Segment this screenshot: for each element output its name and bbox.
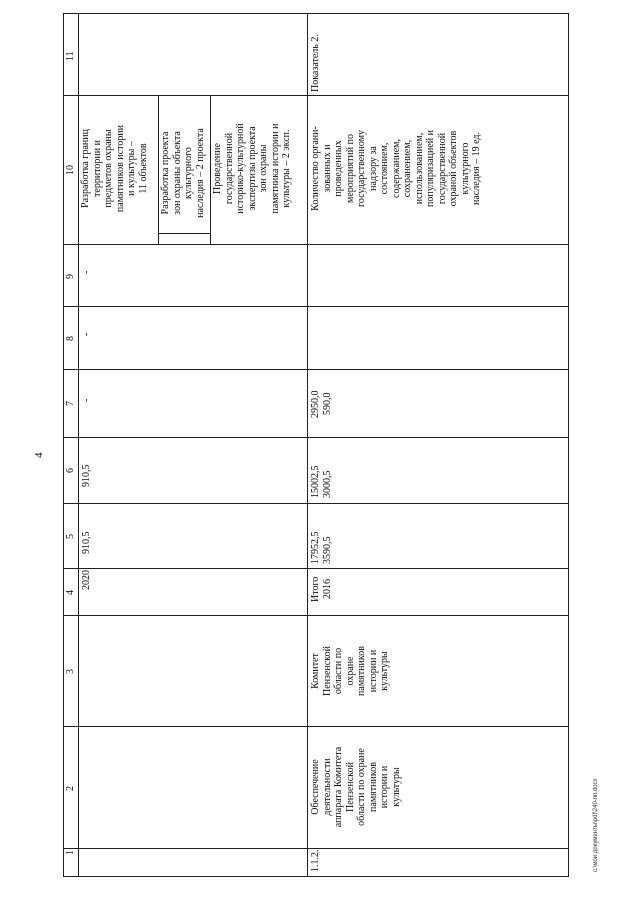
col-number-10: 10 <box>65 165 76 175</box>
top-row-year: 2020 <box>81 570 92 590</box>
col-number-2: 2 <box>65 786 76 791</box>
page-number: 4 <box>33 452 45 458</box>
col-number-9: 9 <box>65 274 76 279</box>
col-divider-3-4 <box>63 615 569 616</box>
row-event-name: Обеспечение деятельности аппарата Комитета Пензенской области по охране памятников истории и культуры <box>310 746 402 828</box>
row-col5-2016: 3590,5 <box>322 536 333 564</box>
col-divider-8-9 <box>63 306 569 307</box>
col-number-11: 11 <box>65 51 76 61</box>
top-row-result-3: Проведение государственной историко-культурной экспертизы проекта зон охраны памятника истории и культуры – 2 эксп. <box>212 123 292 214</box>
row-executor: Комитет Пензенской области по охране памятников истории и культуры <box>310 646 390 696</box>
col-number-8: 8 <box>65 336 76 341</box>
table-border-left <box>63 13 64 877</box>
col-number-3: 3 <box>65 669 76 674</box>
row-col6-2016: 3000,5 <box>322 470 333 498</box>
top-row-result-1: Разработка границ территории и предметов охраны памятников истории и культуры – 11 объектов <box>80 124 149 213</box>
col-number-4: 4 <box>65 590 76 595</box>
top-row-col6: 910,5 <box>81 464 92 487</box>
top-row-result-2: Разработка проекта зон охраны объекта культурного наследия – 2 проекта <box>160 128 206 218</box>
table-border-top <box>63 13 569 14</box>
row-col5-total: 17952,5 <box>310 531 321 564</box>
top-row-col9: - <box>81 270 92 274</box>
col-divider-4-5 <box>63 568 569 569</box>
row-year-2016: 2016 <box>322 579 333 599</box>
top-row-col7: - <box>81 398 92 402</box>
col-number-6: 6 <box>65 468 76 473</box>
subcell-divider-2 <box>210 95 211 244</box>
row-indicator-ref: Показатель 2. <box>310 34 321 92</box>
col-divider-9-10 <box>63 244 569 245</box>
col-divider-6-7 <box>63 437 569 438</box>
header-row-divider <box>78 13 79 877</box>
top-row-col5: 910,5 <box>81 531 92 554</box>
row-col7-total: 2950,0 <box>310 390 321 418</box>
table-border-right <box>568 13 569 877</box>
col-number-5: 5 <box>65 534 76 539</box>
col-number-7: 7 <box>65 401 76 406</box>
row-total-label: Итого <box>310 576 321 602</box>
file-path-footer: c:\мои документы\pdf\240-пп.docx <box>593 778 599 872</box>
row-divider <box>307 13 308 877</box>
row-col7-2016: 590,0 <box>322 392 333 415</box>
col-number-1: 1 <box>65 850 76 855</box>
row-col6-total: 15002,5 <box>310 465 321 498</box>
row-number: 1.1.2. <box>310 849 321 872</box>
table-border-bottom <box>63 876 569 877</box>
top-row-col8: - <box>81 332 92 336</box>
col-divider-7-8 <box>63 369 569 370</box>
row-result-indicator: Количество органи- зованных и проведенных мероприятий по государственному надзору за состоянием, содержанием, сохранением, использованием, популяризацией и государственной охраной объектов культурного наследия – 19 ед. <box>310 126 482 211</box>
col-divider-5-6 <box>63 503 569 504</box>
subcell-divider-1 <box>158 95 159 244</box>
col-divider-2-3 <box>63 726 569 727</box>
